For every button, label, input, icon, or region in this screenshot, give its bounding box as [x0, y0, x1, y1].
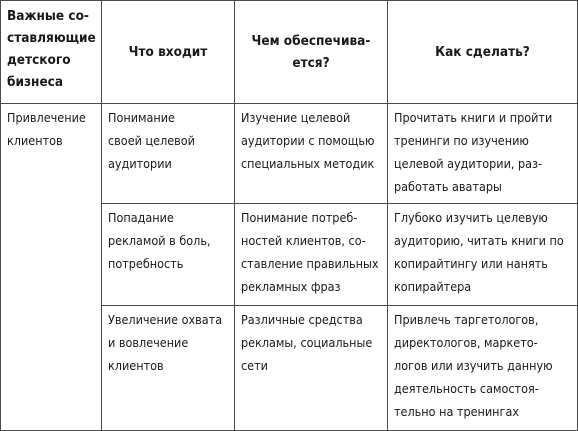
header-row	[1, 1, 578, 104]
cell-means: Понимание потреб- ностей клиентов, со- ставление правильных рекламных фраз	[235, 204, 388, 306]
table-row	[1, 104, 578, 204]
header-how-provided: Чем обеспечива- ется?	[235, 1, 388, 104]
cell-how: Глубоко изучить целевую аудиторию, читать книги по копирайтингу или нанять копирайтера	[388, 204, 578, 306]
cell-what: Попадание рекламой в боль, потребность	[102, 204, 235, 306]
cell-what: Понимание своей целевой аудитории	[102, 104, 235, 204]
cell-how: Прочитать книги и пройти тренинги по изучению целевой аудитории, раз- работать аватары	[388, 104, 578, 204]
header-what-included: Что входит	[102, 1, 235, 104]
section-label-cell: Привлечение клиентов	[1, 104, 102, 431]
cell-how: Привлечь таргетологов, директологов, маркето- логов или изучить данную деятельность самостоя- тельно на тренингах	[388, 306, 578, 431]
header-components: Важные со- ставляющие детского бизнеса	[1, 1, 102, 104]
cell-what: Увеличение охвата и вовлечение клиентов	[102, 306, 235, 431]
header-how-to-do: Как сделать?	[388, 1, 578, 104]
cell-means: Изучение целевой аудитории с помощью специальных методик	[235, 104, 388, 204]
cell-means: Различные средства рекламы, социальные сети	[235, 306, 388, 431]
